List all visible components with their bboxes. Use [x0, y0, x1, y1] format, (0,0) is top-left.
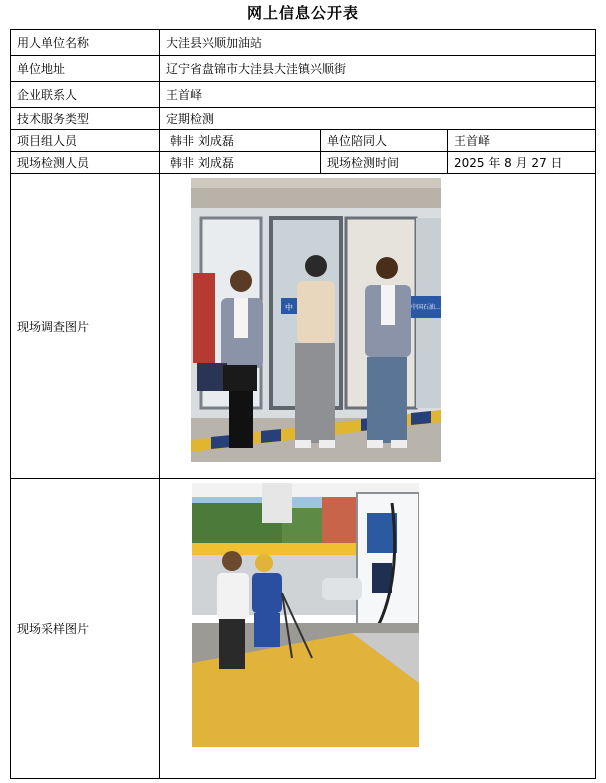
companion-label: 单位陪同人 [321, 130, 448, 152]
survey-photo-cell [160, 174, 596, 479]
row-survey-photo [11, 174, 596, 479]
inspection-time-label: 现场检测时间 [321, 152, 448, 174]
banner-right-text: 中国石油... [411, 304, 441, 311]
service-type-label: 技术服务类型 [11, 108, 160, 130]
row-contact [11, 82, 596, 108]
sampling-photo-label: 现场采样图片 [11, 479, 160, 779]
inspection-time-value: 2025 年 8 月 27 日 [448, 152, 596, 174]
sampling-photo [192, 483, 419, 747]
companion-value: 王首峄 [448, 130, 596, 152]
page-title: 网上信息公开表 [246, 4, 359, 22]
banner-left-text: 中 [285, 303, 293, 312]
row-inspectors [11, 152, 596, 174]
row-service-type [11, 108, 596, 130]
unit-name-value: 大洼县兴顺加油站 [160, 30, 596, 56]
survey-photo-label: 现场调查图片 [11, 174, 160, 479]
address-value: 辽宁省盘锦市大洼县大洼镇兴顺街 [160, 56, 596, 82]
row-sampling-photo [11, 479, 596, 779]
address-label: 单位地址 [11, 56, 160, 82]
unit-name-label: 用人单位名称 [11, 30, 160, 56]
sampling-photo-cell [160, 479, 596, 779]
inspectors-value: 韩非 刘成磊 [160, 152, 321, 174]
row-address [11, 56, 596, 82]
service-type-value: 定期检测 [160, 108, 596, 130]
row-team [11, 130, 596, 152]
contact-label: 企业联系人 [11, 82, 160, 108]
info-table [10, 29, 596, 779]
team-label: 项目组人员 [11, 130, 160, 152]
row-unit-name [11, 30, 596, 56]
inspectors-label: 现场检测人员 [11, 152, 160, 174]
team-value: 韩非 刘成磊 [160, 130, 321, 152]
survey-photo [191, 178, 441, 462]
contact-value: 王首峄 [160, 82, 596, 108]
